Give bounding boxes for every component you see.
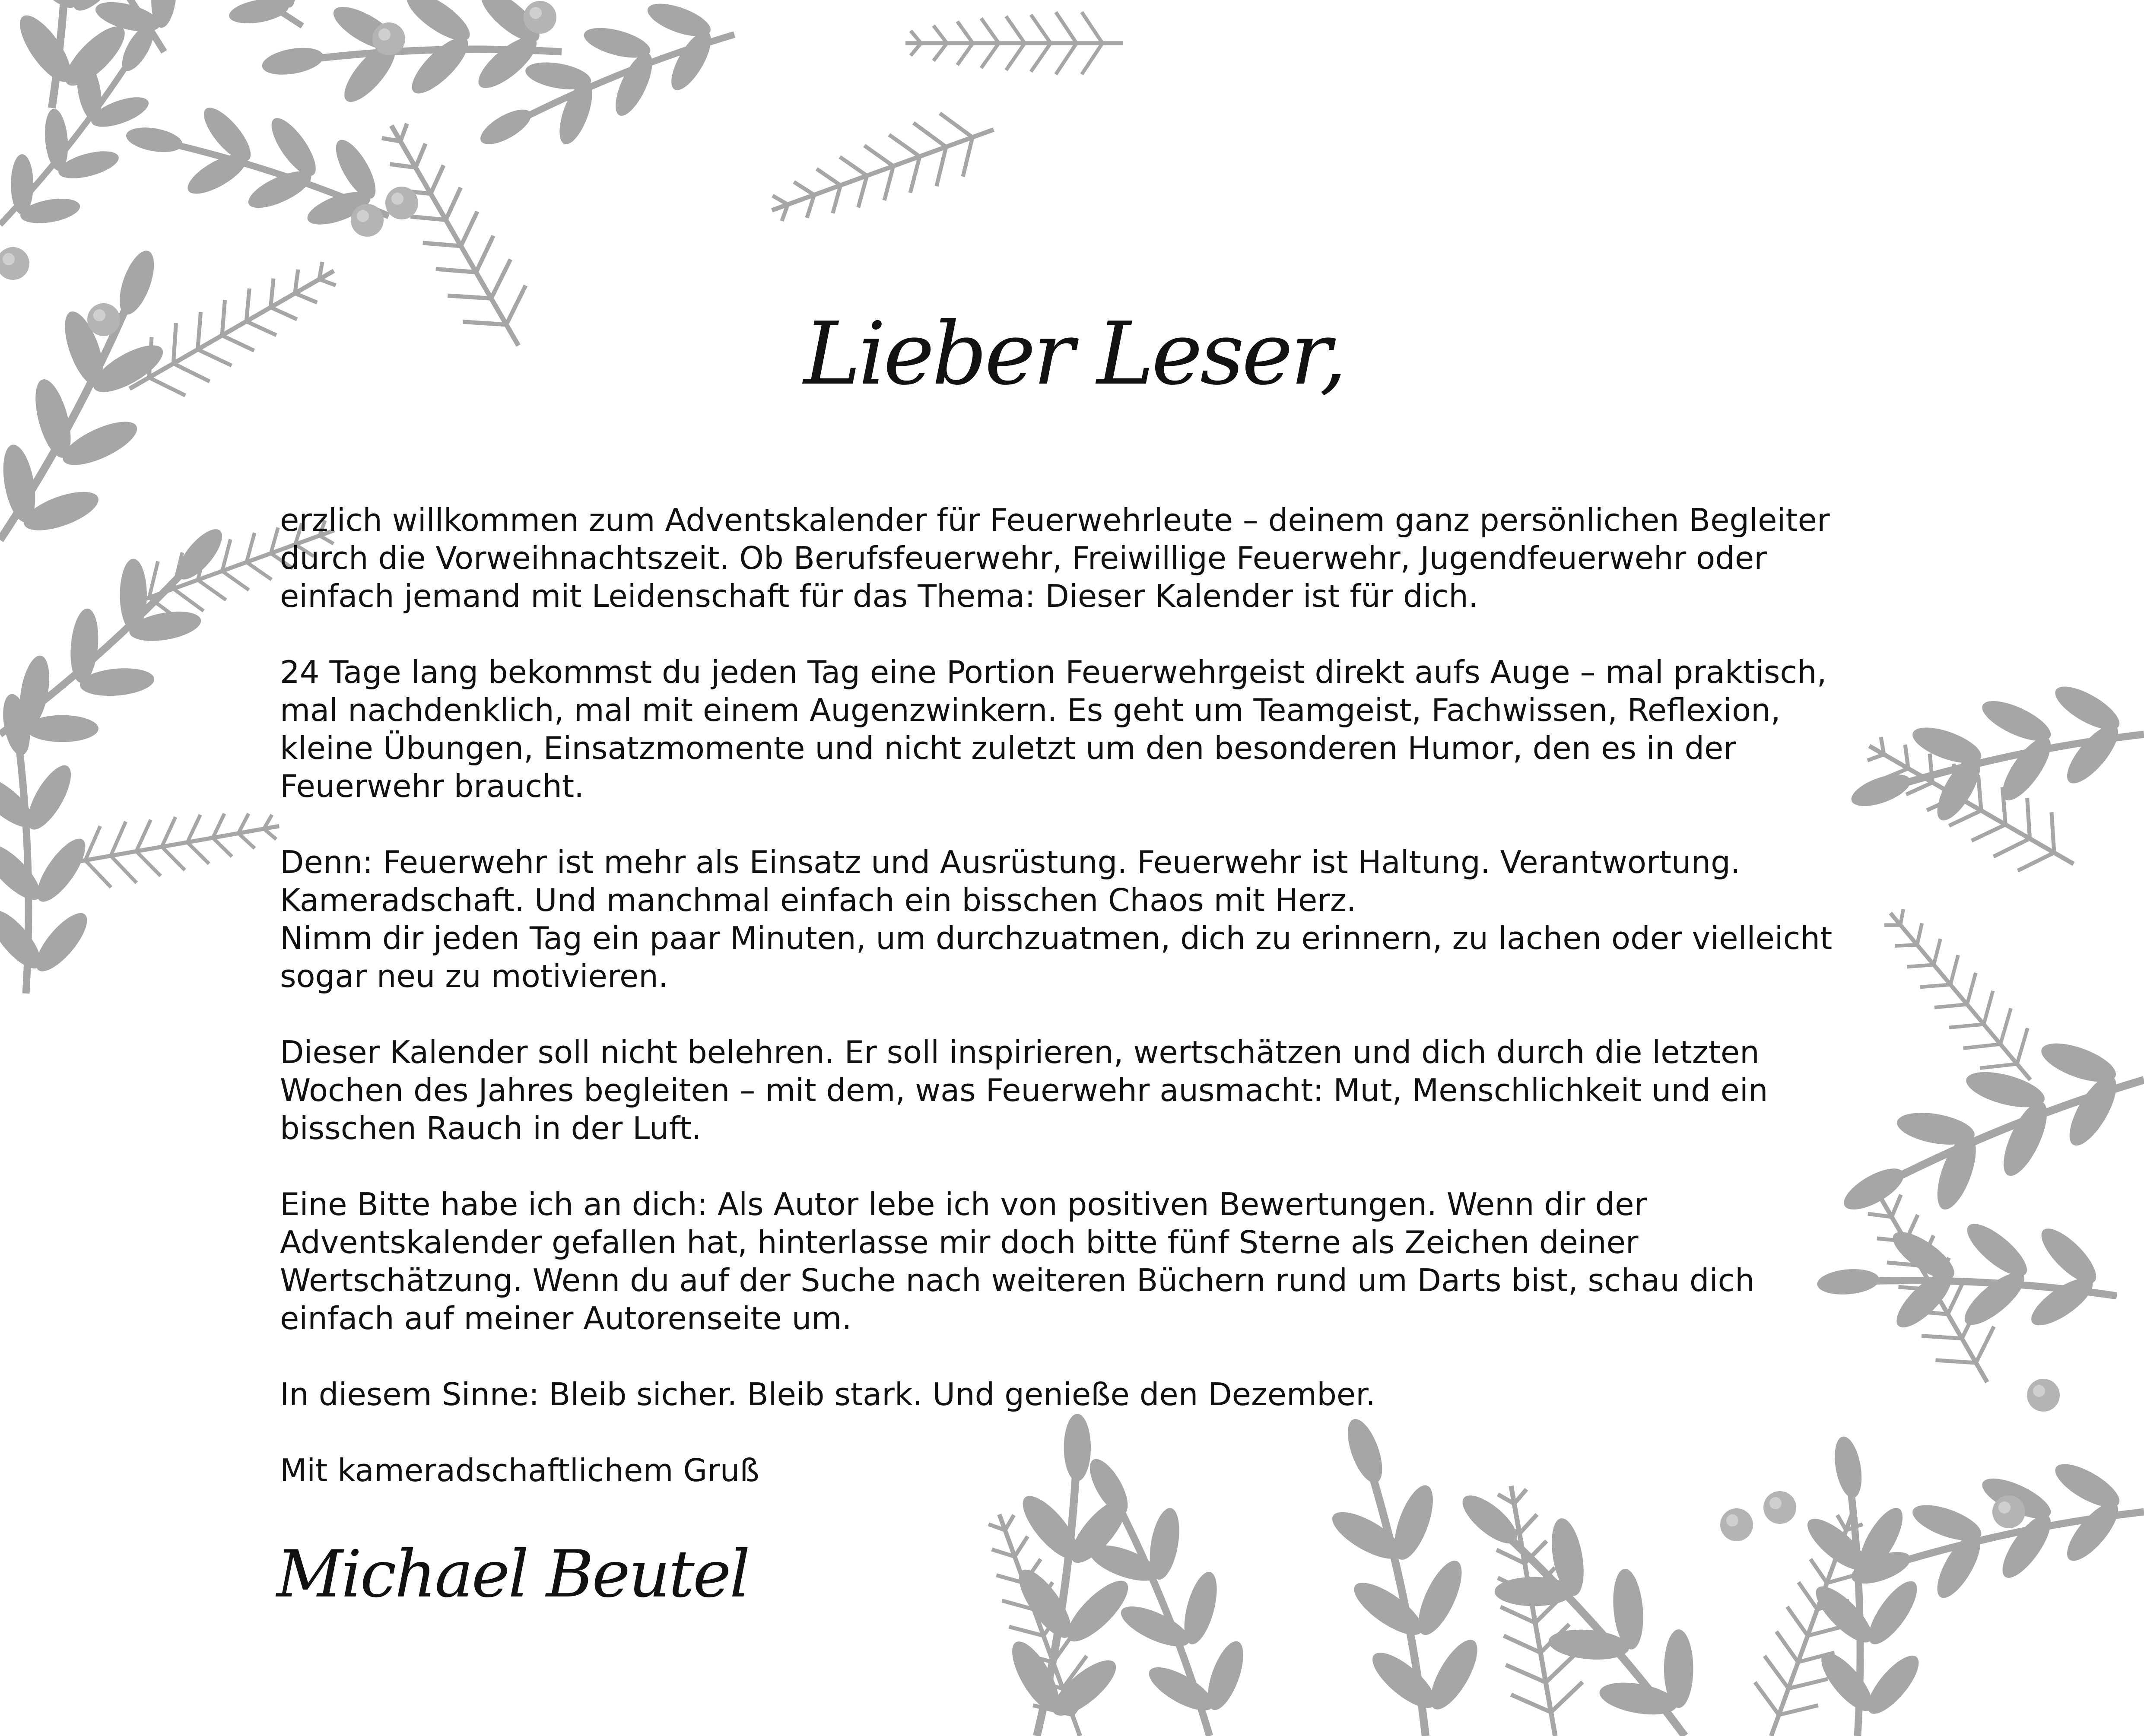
paragraph-24-days: 24 Tage lang bekommst du jeden Tag eine Portion Feuerwehrgeist direkt aufs Auge – mal praktisch, mal nachdenklich, mal mit einem Augenzwinkern. Es geht um Teamgeist, Fachwissen, Reflexion, kleine Übungen, Einsatzmomente und nicht zuletzt um den besonderen Humor, den es in der Feuerwehr braucht. [280, 654, 1827, 804]
paragraph-intent: Dieser Kalender soll nicht belehren. Er soll inspirieren, wertschätzen und dich durch die letzten Wochen des Jahres begleiten – mit dem, was Feuerwehr ausmacht: Mut, Menschlichkeit und ein bisschen Rauch in der Luft. [280, 1034, 1768, 1146]
paragraph-attitude-line-1: Denn: Feuerwehr ist mehr als Einsatz und Ausrüstung. Feuerwehr ist Haltung. Verantwortung. Kameradschaft. Und manchmal einfach ein bisschen Chaos mit Herz. [280, 844, 1741, 918]
paragraph-attitude-line-2: Nimm dir jeden Tag ein paar Minuten, um durchzuatmen, dich zu erinnern, zu lachen oder vielleicht sogar neu zu motivieren. [280, 920, 1833, 994]
letter-heading: Lieber Leser, [804, 304, 1345, 404]
paragraph-welcome: erzlich willkommen zum Adventskalender für Feuerwehrleute – deinem ganz persönlichen Begleiter durch die Vorweihnachtszeit. Ob Berufsfeuerwehr, Freiwillige Feuerwehr, Jugendfeuerwehr oder einfach jemand mit Leidenschaft für das Thema: Dieser Kalender ist für dich. [280, 502, 1830, 614]
closing-greeting: Mit kameradschaftlichem Gruß [280, 1452, 759, 1488]
paragraph-farewell: In diesem Sinne: Bleib sicher. Bleib stark. Und genieße den Dezember. [280, 1376, 1376, 1412]
signature: Michael Beutel [276, 1537, 749, 1612]
letter-body [280, 501, 1878, 1527]
paragraph-attitude [280, 843, 1878, 995]
paragraph-request: Eine Bitte habe ich an dich: Als Autor lebe ich von positiven Bewertungen. Wenn dir der Adventskalender gefallen hat, hinterlasse mir doch bitte fünf Sterne als Zeichen deiner Wertschätzung. Wenn du auf der Suche nach weiteren Büchern rund um Darts bist, schau dich einfach auf meiner Autorenseite um. [280, 1186, 1755, 1336]
